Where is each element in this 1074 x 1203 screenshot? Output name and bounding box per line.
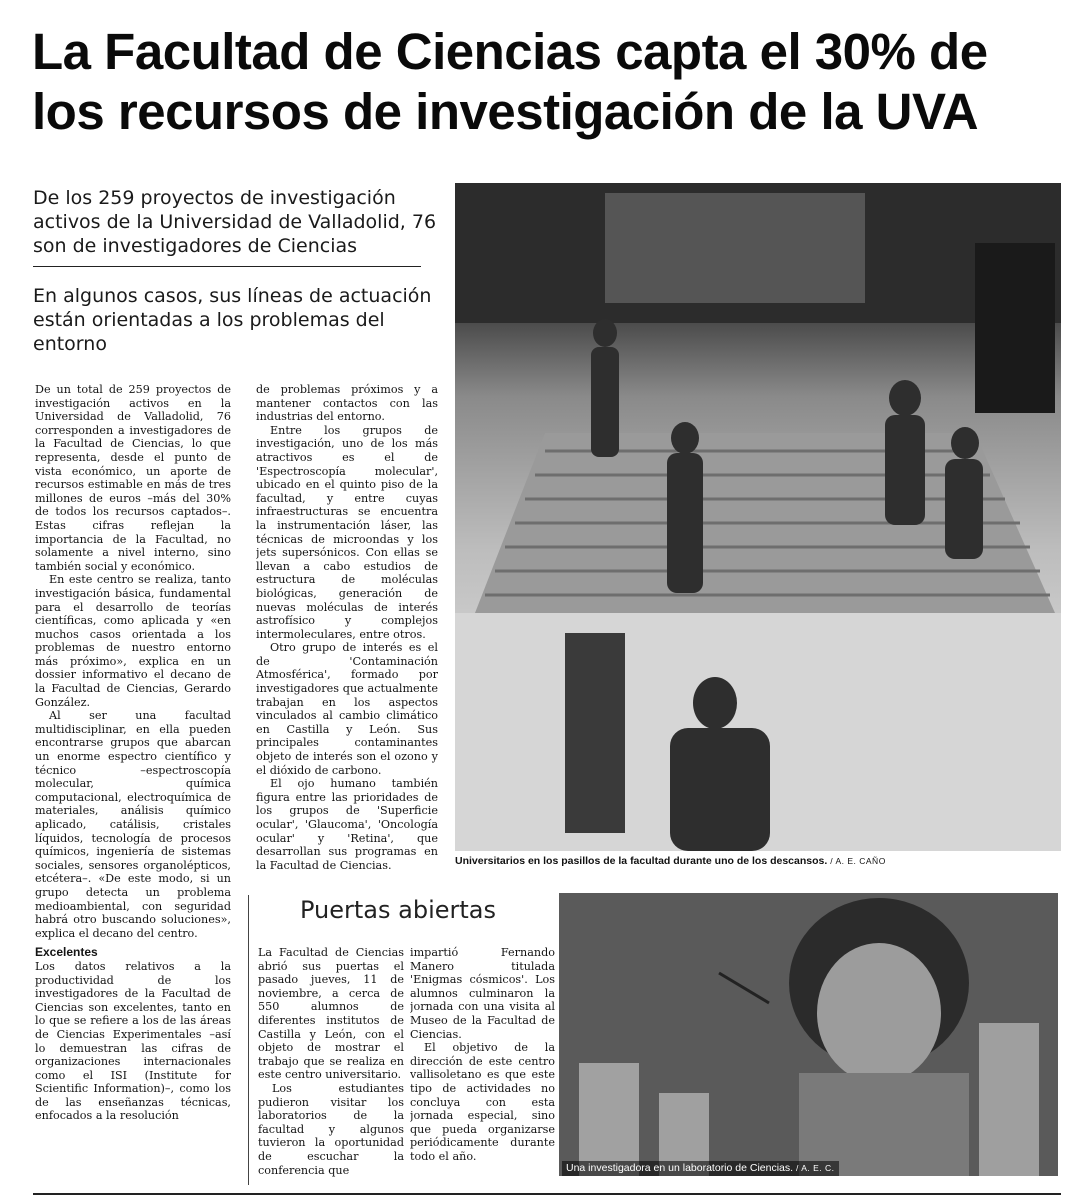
- box-column-1: [258, 946, 404, 1190]
- paragraph: de problemas próximos y a mantener contactos con las industrias del entorno.: [256, 383, 438, 424]
- paragraph: El ojo humano también figura entre las prioridades de los grupos de 'Superficie ocular', 'Glaucoma', 'Oncología ocular' y 'Retina', que desarrollan sus programas en la Facultad de Ciencias.: [256, 777, 438, 872]
- lab-photo: [559, 893, 1058, 1176]
- subheadline-2: En algunos casos, sus líneas de actuación están orientadas a los problemas del entorno: [33, 285, 432, 355]
- photo-credit: / A. E. CAÑO: [830, 856, 886, 866]
- paragraph: Los estudiantes pudieron visitar los laboratorios de la facultad y algunos tuvieron la oportunidad de escuchar la conferencia que: [258, 1081, 404, 1177]
- paragraph: Entre los grupos de investigación, uno de los más atractivos es el de 'Espectroscopía molecular', ubicado en el quinto piso de la facultad, y entre cuyas infraestructuras se encuentra la instrumentación láser, las técnicas de microondas y los jets supersónicos. Con ellas se llevan a cabo estudios de estructura de moléculas biológicas, generación de nuevas moléculas de interés astrofísico y complejos intermoleculares, entre otros.: [256, 423, 438, 641]
- section-subhead: Excelentes: [35, 945, 98, 960]
- caption-text: Universitarios en los pasillos de la facultad durante uno de los descansos.: [455, 855, 828, 867]
- photo-caption-2: [562, 1161, 839, 1176]
- page-bottom-rule: [33, 1193, 1061, 1195]
- article-column-2: [256, 383, 438, 873]
- caption-text: Una investigadora en un laboratorio de Ciencias.: [566, 1162, 794, 1174]
- paragraph: En este centro se realiza, tanto investigación básica, fundamental para el desarrollo de teorías científicas, como aplicada y «en muchos casos orientada a los problemas de nuestro entorno más próximo», explica en un dossier informativo el decano de la Facultad de Ciencias, Gerardo González.: [35, 573, 231, 709]
- paragraph: El objetivo de la dirección de este centro vallisoletano es que este tipo de actividades no concluya con esta jornada especial, sino que pueda organizarse periódicamente durante todo el año.: [410, 1041, 555, 1163]
- paragraph: De un total de 259 proyectos de investigación activos en la Universidad de Valladolid, 76 corresponden a investigadores de la Facultad de Ciencias, lo que representa, desde el punto de vista económico, un aporte de recursos estimable en más de tres millones de euros –más del 30% de todos los recursos captados–. Estas cifras reflejan la importancia de la Facultad, no solamente a nivel interno, sino también social y económico.: [35, 383, 231, 573]
- photo-credit: / A. E. C.: [795, 1163, 835, 1173]
- headline-line-1: La Facultad de Ciencias capta el 30% de: [32, 23, 988, 80]
- photo-caption-1: [455, 855, 1061, 868]
- article-column-1: [35, 383, 231, 1188]
- subheadline-divider: [33, 266, 421, 267]
- box-title: Puertas abiertas: [300, 896, 497, 924]
- lab-photo-illustration: [559, 893, 1058, 1176]
- paragraph: Los datos relativos a la productividad de los investigadores de la Facultad de Ciencias son excelentes, tanto en lo que se refiere a los de las áreas de Ciencias Experimentales –así lo demuestran las cifras de organizaciones internacionales como el ISI (Institute for Scientific Information)–, como los de las enseñanzas técnicas, enfocados a la resolución: [35, 959, 231, 1123]
- paragraph: impartió Fernando Manero titulada 'Enigmas cósmicos'. Los alumnos culminaron la jornada con una visita al Museo de la Facultad de Ciencias.: [410, 946, 555, 1041]
- hallway-photo: [455, 183, 1061, 851]
- paragraph: Otro grupo de interés es el de 'Contaminación Atmosférica', formado por investigadores que actualmente trabajan en los aspectos vinculados al cambio climático en Castilla y León. Sus principales contaminantes objeto de interés son el ozono y el dióxido de carbono.: [256, 641, 438, 777]
- headline: [32, 22, 1062, 142]
- headline-line-2: los recursos de investigación de la UVA: [32, 83, 979, 140]
- subheadline-1: De los 259 proyectos de investigación activos de la Universidad de Valladolid, 76 son de investigadores de Ciencias: [33, 187, 437, 257]
- box-divider: [248, 895, 249, 1185]
- hallway-photo-illustration: [455, 183, 1061, 851]
- box-column-2: [410, 946, 555, 1190]
- paragraph: La Facultad de Ciencias abrió sus puertas el pasado jueves, 11 de noviembre, a cerca de 550 alumnos de diferentes institutos de Castilla y León, con el objeto de mostrar el trabajo que se realiza en este centro universitario.: [258, 946, 404, 1082]
- paragraph: Al ser una facultad multidisciplinar, en ella pueden encontrarse grupos que abarcan un enorme espectro científico y técnico –espectroscopía molecular, química computacional, electroquímica de materiales, análisis químico aplicado, catálisis, cristales líquidos, tecnología de procesos químicos, ingeniería de sistemas sociales, sensores organolépticos, etcétera–. «De este modo, si un grupo detecta un problema medioambiental, con seguridad habrá otro buscando soluciones», explica el decano del centro.: [35, 709, 231, 940]
